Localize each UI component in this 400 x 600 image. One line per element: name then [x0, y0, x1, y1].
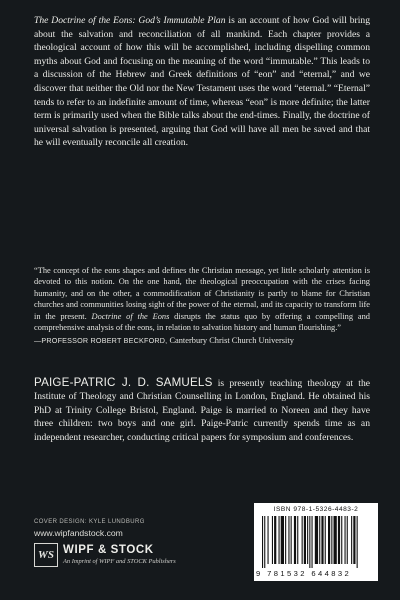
publisher-website: www.wipfandstock.com: [34, 528, 123, 538]
endorser-affiliation: Canterbury Christ Church University: [167, 336, 294, 346]
endorsement-book-title: Doctrine of the Eons: [91, 311, 170, 321]
barcode-digits: 9 781532 644832: [256, 569, 352, 578]
book-description: [34, 14, 370, 150]
author-name: PAIGE-PATRIC J. D. SAMUELS: [34, 376, 213, 389]
publisher-name: WIPF & STOCK: [63, 544, 154, 556]
publisher-block: [34, 543, 234, 569]
cover-design-credit: COVER DESIGN: KYLE LUNDBURG: [34, 519, 145, 525]
endorsement-text-end: disrupts the status quo by offering a compelling and comprehensive analysis of the eons, in relation to salvation history and human flourishing.”: [34, 311, 370, 333]
author-bio: [34, 376, 370, 444]
endorsement-text-start: “The concept of the eons shapes and defines the Christian message, yet little scholarly attention is devoted to this notion. On the one hand, the theological preoccupation with the crises facing humanity, and on the other, a commodification of Christianity is partly to blame for Christian churches and communities losing sight of the power of the eternal, and its capacity to transform life in the present.: [34, 266, 370, 321]
publisher-logo-icon: WS: [34, 543, 58, 567]
author-bio-text: is presently teaching theology at the Institute of Theology and Christian Counselling in London, England. He obtained his PhD at Trinity College Bristol, England. Paige is married to Noreen and they have three children: two boys and one girl. Paige-Patric currently spends time as an independent researcher, conducting critical papers for symposium and conferences.: [34, 378, 371, 443]
isbn-number: ISBN 978-1-5326-4483-2: [273, 506, 359, 513]
description-text: is an account of how God will bring about the salvation and reconciliation of all mankind. Each chapter provides a theological account of how this will be accomplished, including dispelling common myths about God and focusing on the meaning of the word “immutable.” This leads to a discussion of the Hebrew and Greek definitions of “eon” and “eternal,” and we discover that neither the Old nor the New Testament uses the word “eternal.” “Eternal” tends to refer to an indefinite amount of time, whereas “eon” is more definite; the latter term is primarily used when the Bible talks about the end-times. Finally, the doctrine of universal salvation is presented, arguing that God will have all men be saved and that he will eventually reconcile all creation.: [34, 15, 370, 149]
endorser-name: —PROFESSOR ROBERT BECKFORD,: [34, 336, 168, 346]
isbn-barcode: [254, 503, 378, 581]
publisher-subtitle: An Imprint of WIPF and STOCK Publishers: [63, 558, 176, 565]
endorsement: [34, 265, 370, 347]
endorsement-attribution: [34, 335, 370, 346]
book-title: The Doctrine of the Eons: God’s Immutable Plan: [34, 15, 226, 26]
barcode-bars-icon: [260, 516, 372, 568]
